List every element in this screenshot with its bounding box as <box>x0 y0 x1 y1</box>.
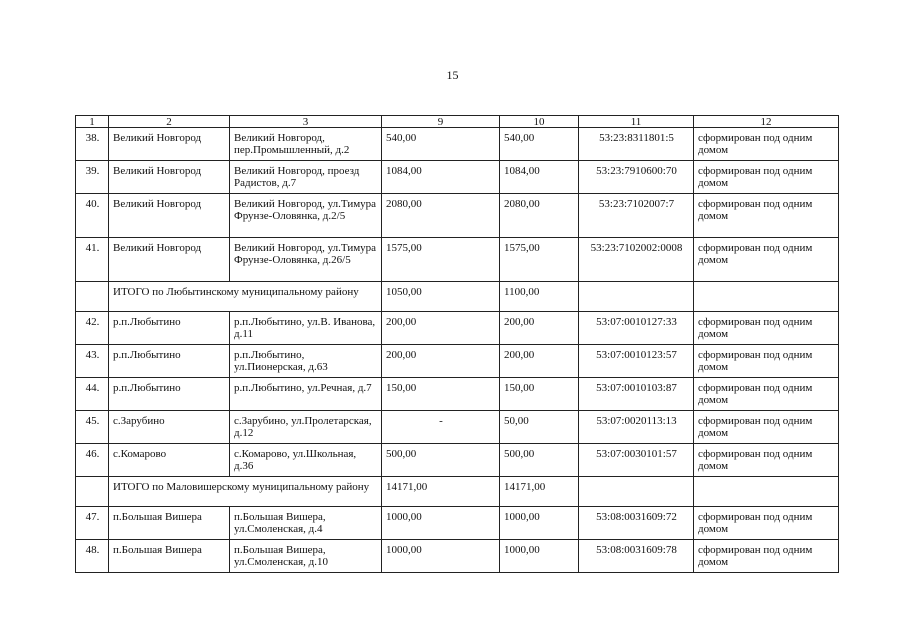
area-col9-cell: 540,00 <box>382 128 500 161</box>
row-number-cell: 40. <box>76 194 109 238</box>
subtotal-label-cell: ИТОГО по Маловишерскому муниципальному району <box>109 477 382 507</box>
status-cell: сформирован под одним домом <box>694 507 839 540</box>
status-cell: сформирован под одним домом <box>694 194 839 238</box>
settlement-cell: р.п.Любытино <box>109 345 230 378</box>
settlement-cell: Великий Новгород <box>109 161 230 194</box>
column-header: 9 <box>382 116 500 128</box>
address-cell: р.п.Любытино, ул.Речная, д.7 <box>230 378 382 411</box>
table-row <box>76 444 839 477</box>
area-col10-cell: 1000,00 <box>500 540 579 573</box>
cadastral-number-cell: 53:07:0030101:57 <box>579 444 694 477</box>
table-row <box>76 540 839 573</box>
subtotal-area-col10-cell: 14171,00 <box>500 477 579 507</box>
page-number: 15 <box>446 68 459 82</box>
status-cell: сформирован под одним домом <box>694 238 839 282</box>
status-cell: сформирован под одним домом <box>694 540 839 573</box>
column-number-row <box>76 116 839 128</box>
cadastral-number-cell: 53:08:0031609:78 <box>579 540 694 573</box>
area-col10-cell: 200,00 <box>500 312 579 345</box>
cadastral-number-cell: 53:07:0010123:57 <box>579 345 694 378</box>
settlement-cell: Великий Новгород <box>109 128 230 161</box>
subtotal-area-col9-cell: 1050,00 <box>382 282 500 312</box>
status-cell: сформирован под одним домом <box>694 411 839 444</box>
area-col10-cell: 150,00 <box>500 378 579 411</box>
address-cell: р.п.Любытино, ул.Пионерская, д.63 <box>230 345 382 378</box>
address-cell: р.п.Любытино, ул.В. Иванова, д.11 <box>230 312 382 345</box>
row-number-cell: 48. <box>76 540 109 573</box>
area-col10-cell: 1084,00 <box>500 161 579 194</box>
address-cell: Великий Новгород, проезд Радистов, д.7 <box>230 161 382 194</box>
row-number-cell: 39. <box>76 161 109 194</box>
column-header: 1 <box>76 116 109 128</box>
status-cell: сформирован под одним домом <box>694 444 839 477</box>
area-col9-cell: 1000,00 <box>382 540 500 573</box>
settlement-cell: Великий Новгород <box>109 238 230 282</box>
empty-cell <box>694 477 839 507</box>
table-body <box>76 128 839 573</box>
table-row <box>76 411 839 444</box>
status-cell: сформирован под одним домом <box>694 161 839 194</box>
subtotal-row <box>76 477 839 507</box>
table-row <box>76 128 839 161</box>
cadastral-number-cell: 53:07:0010127:33 <box>579 312 694 345</box>
status-cell: сформирован под одним домом <box>694 312 839 345</box>
area-col10-cell: 540,00 <box>500 128 579 161</box>
row-number-cell: 45. <box>76 411 109 444</box>
subtotal-area-col10-cell: 1100,00 <box>500 282 579 312</box>
area-col9-cell: 200,00 <box>382 312 500 345</box>
area-col9-cell: 1084,00 <box>382 161 500 194</box>
empty-cell <box>76 282 109 312</box>
table-row <box>76 378 839 411</box>
column-header: 2 <box>109 116 230 128</box>
address-cell: с.Комарово, ул.Школьная, д.36 <box>230 444 382 477</box>
cadastral-number-cell: 53:23:7910600:70 <box>579 161 694 194</box>
row-number-cell: 38. <box>76 128 109 161</box>
column-header: 12 <box>694 116 839 128</box>
status-cell: сформирован под одним домом <box>694 128 839 161</box>
area-col10-cell: 1000,00 <box>500 507 579 540</box>
area-col10-cell: 1575,00 <box>500 238 579 282</box>
cadastral-number-cell: 53:23:8311801:5 <box>579 128 694 161</box>
status-cell: сформирован под одним домом <box>694 378 839 411</box>
area-col9-cell: 150,00 <box>382 378 500 411</box>
address-cell: Великий Новгород, ул.Тимура Фрунзе-Оловянка, д.26/5 <box>230 238 382 282</box>
cadastral-number-cell: 53:23:7102002:0008 <box>579 238 694 282</box>
settlement-cell: р.п.Любытино <box>109 312 230 345</box>
row-number-cell: 44. <box>76 378 109 411</box>
cadastral-number-cell: 53:07:0020113:13 <box>579 411 694 444</box>
area-col9-cell: 500,00 <box>382 444 500 477</box>
row-number-cell: 46. <box>76 444 109 477</box>
column-header: 11 <box>579 116 694 128</box>
subtotal-row <box>76 282 839 312</box>
settlement-cell: с.Комарово <box>109 444 230 477</box>
table-row <box>76 345 839 378</box>
cadastral-number-cell: 53:08:0031609:72 <box>579 507 694 540</box>
row-number-cell: 42. <box>76 312 109 345</box>
table-row <box>76 507 839 540</box>
empty-cell <box>694 282 839 312</box>
table-row <box>76 238 839 282</box>
table-row <box>76 194 839 238</box>
column-header: 3 <box>230 116 382 128</box>
subtotal-label-cell: ИТОГО по Любытинскому муниципальному району <box>109 282 382 312</box>
column-header: 10 <box>500 116 579 128</box>
address-cell: п.Большая Вишера, ул.Смоленская, д.4 <box>230 507 382 540</box>
row-number-cell: 43. <box>76 345 109 378</box>
area-col10-cell: 2080,00 <box>500 194 579 238</box>
address-cell: п.Большая Вишера, ул.Смоленская, д.10 <box>230 540 382 573</box>
row-number-cell: 47. <box>76 507 109 540</box>
row-number-cell: 41. <box>76 238 109 282</box>
empty-cell <box>579 282 694 312</box>
settlement-cell: р.п.Любытино <box>109 378 230 411</box>
area-col9-cell: 200,00 <box>382 345 500 378</box>
cadastral-number-cell: 53:23:7102007:7 <box>579 194 694 238</box>
address-cell: Великий Новгород, ул.Тимура Фрунзе-Оловянка, д.2/5 <box>230 194 382 238</box>
area-col9-cell: - <box>382 411 500 444</box>
settlement-cell: с.Зарубино <box>109 411 230 444</box>
area-col10-cell: 50,00 <box>500 411 579 444</box>
empty-cell <box>579 477 694 507</box>
area-col9-cell: 2080,00 <box>382 194 500 238</box>
empty-cell <box>76 477 109 507</box>
settlement-cell: п.Большая Вишера <box>109 540 230 573</box>
area-col9-cell: 1000,00 <box>382 507 500 540</box>
settlement-cell: п.Большая Вишера <box>109 507 230 540</box>
settlement-cell: Великий Новгород <box>109 194 230 238</box>
cadastral-number-cell: 53:07:0010103:87 <box>579 378 694 411</box>
area-col10-cell: 500,00 <box>500 444 579 477</box>
area-col10-cell: 200,00 <box>500 345 579 378</box>
status-cell: сформирован под одним домом <box>694 345 839 378</box>
address-cell: Великий Новгород, пер.Промышленный, д.2 <box>230 128 382 161</box>
table-row <box>76 312 839 345</box>
table-row <box>76 161 839 194</box>
address-cell: с.Зарубино, ул.Пролетарская, д.12 <box>230 411 382 444</box>
area-col9-cell: 1575,00 <box>382 238 500 282</box>
land-plots-table <box>75 115 839 573</box>
subtotal-area-col9-cell: 14171,00 <box>382 477 500 507</box>
